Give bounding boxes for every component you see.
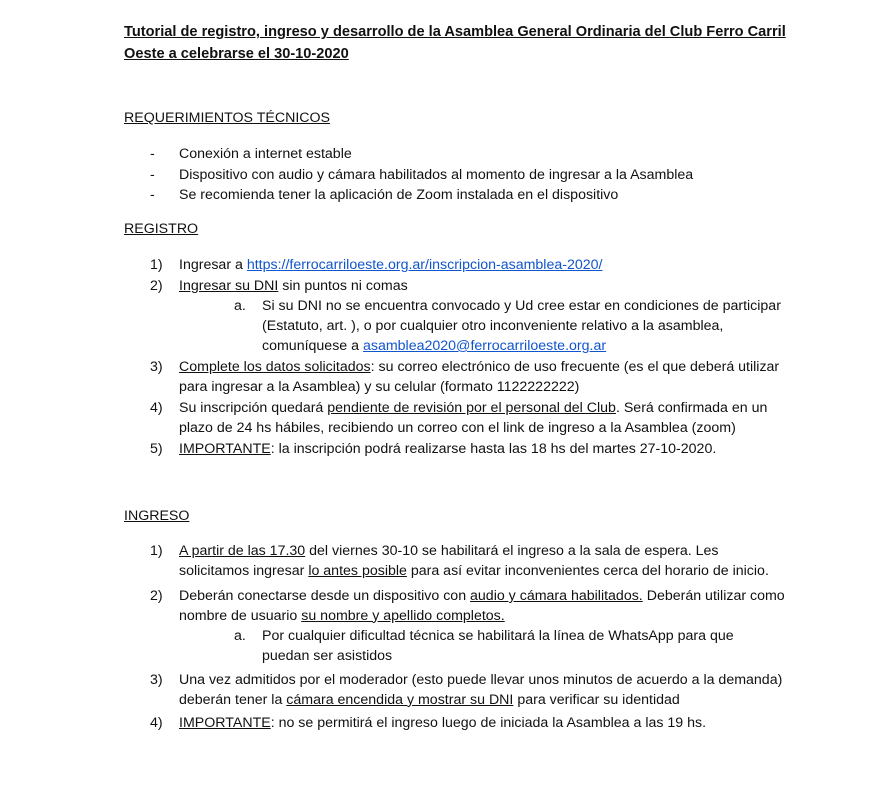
dash-bullet: - bbox=[150, 166, 155, 183]
ingreso-heading: INGRESO bbox=[124, 508, 190, 524]
dash-bullet: - bbox=[150, 146, 155, 162]
registration-link[interactable]: https://ferrocarriloeste.org.ar/inscripcion-asamblea-2020/ bbox=[246, 257, 603, 273]
list-item: 4) Su inscripción quedará pendiente de revisión por el personal del Club. Será confirmada en un plazo de 24 hs hábiles, recibiendo un correo con el link de ingreso a la Asamblea (zoom) bbox=[150, 400, 768, 436]
registro-list bbox=[150, 256, 790, 460]
sub-list-item: a. Si su DNI no se encuentra convocado y Ud cree estar en condiciones de participar (Estatuto, art. ), o por cualquier otro inconveniente relativo a la asamblea, comuníquese a asamblea2020@ferrocarriloeste.org.ar bbox=[234, 298, 781, 354]
requirements-list bbox=[150, 145, 790, 206]
list-item: 3) Una vez admitidos por el moderador (esto puede llevar unos minutos de acuerdo a la demanda) deberán tener la cámara encendida y mostrar su DNI para verificar su identidad bbox=[150, 672, 783, 708]
dash-bullet: - bbox=[150, 187, 155, 203]
list-item: 5) IMPORTANTE: la inscripción podrá realizarse hasta las 18 hs del martes 27-10-2020. bbox=[150, 441, 717, 457]
email-link[interactable]: asamblea2020@ferrocarriloeste.org.ar bbox=[362, 338, 607, 354]
registro-heading: REGISTRO bbox=[124, 221, 199, 237]
ingreso-list bbox=[150, 542, 790, 734]
document-title: Tutorial de registro, ingreso y desarrollo de la Asamblea General Ordinaria del Club Ferro Carril Oeste a celebrarse el 30-10-2020 bbox=[124, 24, 786, 62]
list-item: 2) Deberán conectarse desde un dispositivo con audio y cámara habilitados. Deberán utilizar como nombre de usuario su nombre y apellido completos. a. Por cualquier dificultad técnica se habilitará la línea de WhatsApp para que puedan ser asistidos bbox=[150, 587, 790, 666]
list-item: - Conexión a internet estable bbox=[150, 145, 790, 165]
list-item: 3) Complete los datos solicitados: su correo electrónico de uso frecuente (es el que deberá utilizar para ingresar a la Asamblea) y su celular (formato 1122222222) bbox=[150, 359, 780, 395]
list-item: 2) Ingresar su DNI sin puntos ni comas a. Si su DNI no se encuentra convocado y Ud cree estar en condiciones de participar (Estatuto, art. ), o por cualquier otro inconveniente relativo a la asamblea, comuníquese a asamblea2020@ferrocarriloeste.org.ar bbox=[150, 277, 790, 357]
list-item: 4) IMPORTANTE: no se permitirá el ingreso luego de iniciada la Asamblea a las 19 hs. bbox=[150, 715, 707, 731]
requirements-heading: REQUERIMIENTOS TÉCNICOS bbox=[124, 110, 331, 126]
list-item: - Dispositivo con audio y cámara habilitados al momento de ingresar a la Asamblea bbox=[150, 166, 790, 186]
list-item: - Se recomienda tener la aplicación de Zoom instalada en el dispositivo bbox=[150, 186, 790, 206]
list-item: 1) A partir de las 17.30 del viernes 30-10 se habilitará el ingreso a la sala de espera. Les solicitamos ingresar lo antes posible para así evitar inconvenientes cerca del horario de inicio. bbox=[150, 543, 769, 579]
sub-list-item: a. Por cualquier dificultad técnica se habilitará la línea de WhatsApp para que puedan ser asistidos bbox=[234, 628, 734, 664]
list-item: 1) Ingresar a https://ferrocarriloeste.org.ar/inscripcion-asamblea-2020/ bbox=[150, 257, 603, 273]
